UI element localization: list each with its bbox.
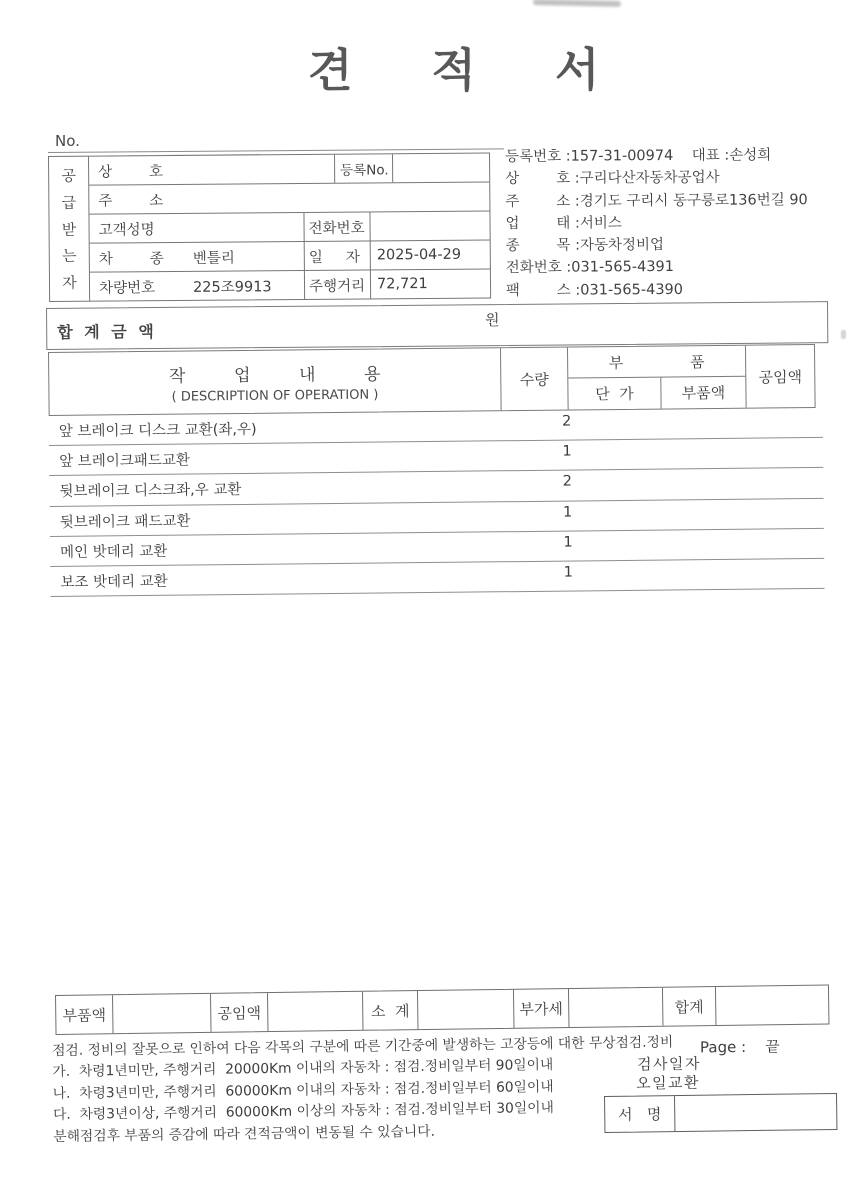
summary-subtotal-value [418,990,515,1029]
work-table-header [48,344,816,416]
group-char: 급 [61,193,77,212]
warranty-note-line: 가. 차령1년미만, 주행거리 20000Km 이내의 자동차 : 점검.정비일부터 90일이내 [52,1057,554,1081]
signature-box [604,1093,837,1133]
table-row [89,154,489,186]
work-quantity: 2 [562,413,572,430]
phone-label: 전화번호 [303,212,369,241]
inspection-date-label: 검사일자 [636,1054,702,1074]
reg-no-value [392,154,489,183]
supplier-phone-line: 전화번호 :031-565-4391 [505,259,675,277]
summary-labor-label: 공임액 [211,993,269,1032]
company-name-label: 상 호 [98,163,164,181]
recipient-rows [89,154,490,301]
phone-value [369,212,489,241]
customer-name-label: 고객성명 [98,221,155,239]
supplier-company-line: 상 호 :구리다산자동차공업사 [505,169,720,188]
summary-vat-value [569,988,664,1027]
car-model-label: 차 종 [98,250,164,268]
work-quantity: 1 [562,443,572,460]
summary-total-value [716,985,829,1025]
supplier-fax-line: 팩 스 :031-565-4390 [505,281,684,299]
total-amount-label: 합 계 금 액 [57,322,157,342]
recipient-group-label [49,157,90,301]
mileage-value: 72,721 [370,270,490,299]
parts-amount-column-header: 부품액 [681,383,726,403]
summary-vat-label: 부가세 [514,989,570,1028]
table-row [90,270,490,301]
group-char: 공 [61,166,76,185]
mileage-label: 주행거리 [304,270,370,299]
company-name-value [186,169,334,170]
address-label: 주 소 [98,192,164,210]
date-label: 일 자 [304,241,370,270]
group-char: 받 [61,220,77,239]
recipient-table [48,153,491,302]
description-header-ko: 작 업 내 용 [168,364,381,387]
work-table [48,344,821,597]
work-quantity: 1 [562,504,573,521]
unit-price-column-header: 단 가 [568,378,661,410]
work-description: 앞 브레이크패드교환 [59,452,190,471]
parts-subheaders [568,377,745,410]
work-description: 앞 브레이크 디스크 교환(좌,우) [58,421,257,440]
group-char: 자 [62,273,77,292]
signature-value [675,1094,836,1131]
table-row [89,183,489,215]
work-quantity: 2 [562,473,573,490]
supplier-business-item-line: 종 목 :자동차정비업 [505,237,665,255]
reg-no-label: 등록No. [334,154,392,182]
warranty-note-line: 점검. 정비의 잘못으로 인하여 다음 각목의 구분에 따른 기간중에 발생하는 고장등에 대한 무상점검.정비 [52,1034,674,1059]
doc-no-label: No. [55,132,80,150]
work-description: 보조 밧데리 교환 [60,573,168,591]
date-value: 2025-04-29 [370,241,490,270]
work-quantity: 1 [563,564,574,581]
supplier-info [505,144,808,302]
parts-column-group [568,346,747,410]
oil-change-label: 오일교환 [635,1073,701,1093]
address-value [186,197,489,199]
document-title: 견 적 서 [307,42,603,98]
summary-parts-label: 부품액 [56,995,114,1034]
table-row [90,241,490,273]
summary-subtotal-label: 소 계 [363,991,419,1030]
summary-total-label: 합계 [663,987,717,1026]
supplier-address-line: 주 소 :경기도 구리시 동구릉로136번길 90 [505,191,808,210]
supplier-business-type-line: 업 태 :서비스 [505,215,622,232]
group-char: 는 [61,247,77,266]
work-description: 메인 밧데리 교환 [60,543,168,561]
warranty-notes [52,1032,675,1148]
table-row [89,212,489,244]
work-quantity: 1 [563,534,573,551]
total-amount-box [46,301,828,350]
description-column-header [49,348,502,415]
work-description: 뒷브레이크 디스크좌,우 교환 [59,482,242,501]
customer-name-value [187,227,304,228]
warranty-note-line: 나. 차령3년미만, 주행거리 60000Km 이내의 자동차 : 점검.정비일부터 60일이내 [52,1078,554,1102]
plate-no-value: 225조9913 [192,278,272,296]
supplier-registration-line: 등록번호 :157-31-00974 대표 :손성희 [505,147,772,165]
quantity-column-header: 수량 [501,348,569,411]
labor-column-header: 공임액 [758,367,803,387]
scan-smudge [533,0,621,7]
summary-labor-value [268,992,364,1031]
car-model-value: 벤틀리 [192,250,235,267]
summary-table [55,984,829,1035]
warranty-note-line: 분해점검후 부품의 증감에 따라 견적금액이 변동될 수 있습니다. [53,1123,436,1145]
summary-parts-value [113,994,212,1033]
work-description: 뒷브레이크 패드교환 [59,513,191,531]
signature-label: 서 명 [605,1096,675,1132]
parts-group-header: 부 품 [568,346,745,379]
scan-speck [841,330,846,339]
currency-won-label: 원 [485,311,500,330]
warranty-note-line: 다. 차령3년이상, 주행거리 60000Km 이상의 자동차 : 점검.정비일부터 30일이내 [52,1100,555,1124]
plate-no-label: 차량번호 [98,279,156,297]
page-number-label: Page : 끝 [699,1037,780,1057]
description-header-en: ( DESCRIPTION OF OPERATION ) [171,387,379,405]
work-table-body [49,408,825,597]
